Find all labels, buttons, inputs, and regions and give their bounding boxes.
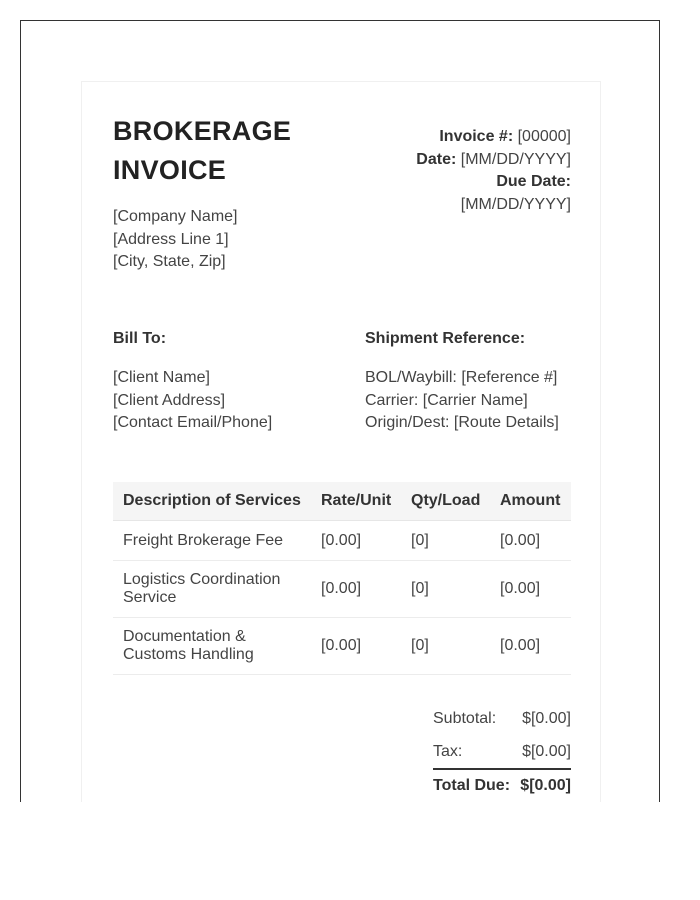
bill-to-section xyxy=(113,330,343,435)
invoice-page xyxy=(81,81,601,802)
column-header-qty: Qty/Load xyxy=(401,482,490,521)
subtotal-value: $[0.00] xyxy=(522,710,571,727)
subtotal-label: Subtotal: xyxy=(433,710,497,727)
company-address: [Address Line 1] xyxy=(113,230,229,248)
bol-waybill: BOL/Waybill: [Reference #] xyxy=(365,369,558,386)
bill-to-details xyxy=(113,367,343,435)
total-due-value: $[0.00] xyxy=(520,777,571,794)
invoice-date-line xyxy=(371,149,571,172)
table-row xyxy=(113,561,571,618)
row-description: Logistics Coordination Service xyxy=(113,561,311,618)
table-header-row xyxy=(113,482,571,521)
due-date-value-line xyxy=(371,194,571,217)
table-row xyxy=(113,521,571,561)
tax-label: Tax: xyxy=(433,743,463,760)
invoice-date-label: Date: xyxy=(416,150,457,168)
shipment-reference-section xyxy=(365,330,575,435)
services-table xyxy=(113,482,571,675)
row-description: Documentation & Customs Handling xyxy=(113,618,311,675)
row-qty: [0] xyxy=(401,521,490,561)
client-contact: [Contact Email/Phone] xyxy=(113,414,273,431)
row-amount: [0.00] xyxy=(490,561,571,618)
row-rate: [0.00] xyxy=(311,618,401,675)
company-name: [Company Name] xyxy=(113,208,238,225)
column-header-description: Description of Services xyxy=(113,482,311,521)
invoice-number-line xyxy=(371,126,571,149)
shipment-reference-details xyxy=(365,367,575,435)
invoice-date-value: [MM/DD/YYYY] xyxy=(460,150,571,168)
origin-destination: Origin/Dest: [Route Details] xyxy=(365,414,559,431)
invoice-meta xyxy=(371,126,571,216)
column-header-amount: Amount xyxy=(490,482,571,521)
client-address: [Client Address] xyxy=(113,391,226,409)
row-rate: [0.00] xyxy=(311,561,401,618)
tax-value: $[0.00] xyxy=(522,743,571,760)
due-date-value: [MM/DD/YYYY] xyxy=(460,195,571,213)
document-frame xyxy=(20,20,660,802)
invoice-number-label: Invoice #: xyxy=(439,128,514,145)
invoice-title: BROKERAGE INVOICE xyxy=(113,116,292,185)
subtotal-row xyxy=(433,708,571,741)
table-row xyxy=(113,618,571,675)
bill-to-label: Bill To: xyxy=(113,330,167,347)
company-city-state-zip: [City, State, Zip] xyxy=(113,253,226,270)
due-date-label-line xyxy=(371,171,571,194)
totals-block xyxy=(433,708,571,802)
shipment-reference-label: Shipment Reference: xyxy=(365,330,526,347)
invoice-number-value: [00000] xyxy=(517,128,571,145)
due-date-label: Due Date: xyxy=(496,173,571,190)
row-rate: [0.00] xyxy=(311,521,401,561)
carrier: Carrier: [Carrier Name] xyxy=(365,391,528,409)
client-name: [Client Name] xyxy=(113,369,210,386)
row-amount: [0.00] xyxy=(490,521,571,561)
row-description: Freight Brokerage Fee xyxy=(113,521,311,561)
column-header-rate: Rate/Unit xyxy=(311,482,401,521)
total-due-label: Total Due: xyxy=(433,777,511,794)
company-info xyxy=(113,206,238,274)
row-qty: [0] xyxy=(401,618,490,675)
row-qty: [0] xyxy=(401,561,490,618)
row-amount: [0.00] xyxy=(490,618,571,675)
